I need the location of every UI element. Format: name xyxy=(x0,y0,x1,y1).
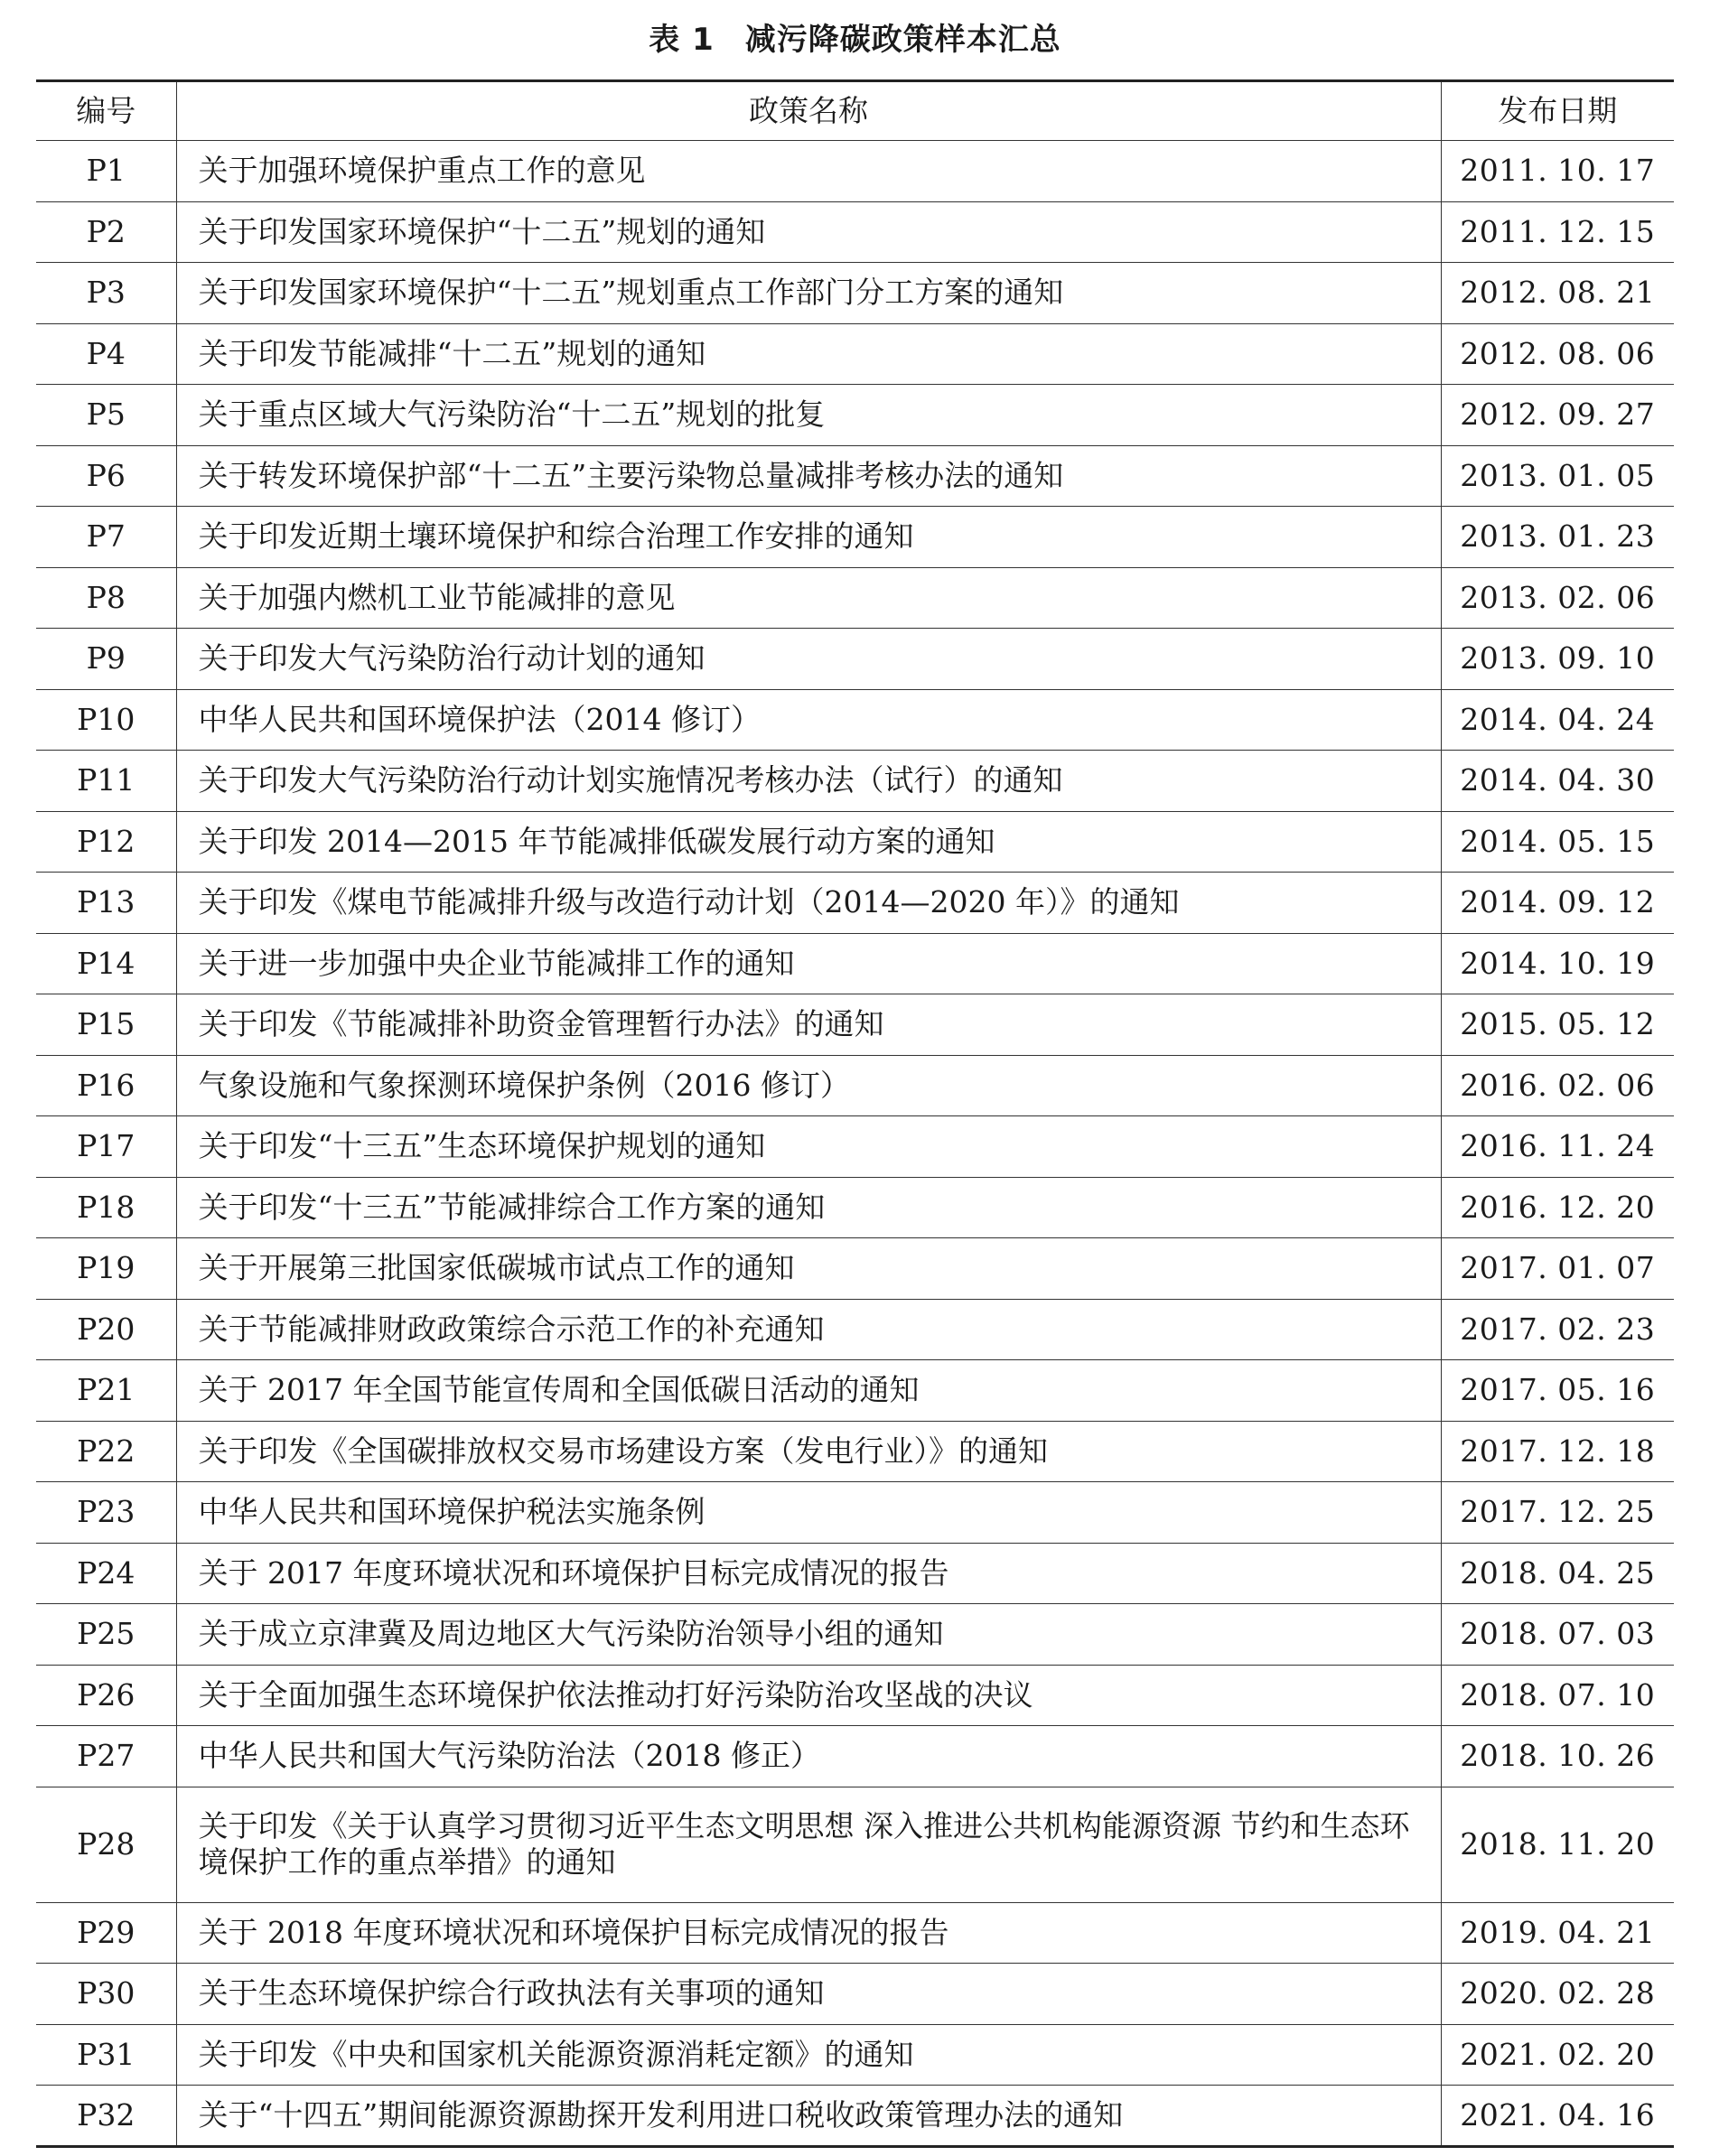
policy-id: P10 xyxy=(36,689,176,751)
policy-date: 2016. 11. 24 xyxy=(1441,1116,1674,1178)
policy-id: P22 xyxy=(36,1421,176,1482)
policy-name: 气象设施和气象探测环境保护条例（2016 修订） xyxy=(176,1055,1441,1116)
policy-date: 2013. 01. 23 xyxy=(1441,507,1674,568)
policy-table xyxy=(36,79,1674,2148)
policy-id: P23 xyxy=(36,1482,176,1544)
table-number: 表 1 xyxy=(649,22,715,58)
policy-name: 关于印发《全国碳排放权交易市场建设方案（发电行业）》的通知 xyxy=(176,1421,1441,1482)
table-row xyxy=(36,1360,1674,1422)
table-row xyxy=(36,1116,1674,1178)
policy-date: 2016. 02. 06 xyxy=(1441,1055,1674,1116)
policy-date: 2014. 05. 15 xyxy=(1441,811,1674,873)
policy-id: P1 xyxy=(36,141,176,202)
policy-date: 2011. 10. 17 xyxy=(1441,141,1674,202)
policy-date: 2017. 05. 16 xyxy=(1441,1360,1674,1422)
header-id: 编号 xyxy=(36,81,176,141)
policy-id: P28 xyxy=(36,1787,176,1902)
policy-name: 关于开展第三批国家低碳城市试点工作的通知 xyxy=(176,1238,1441,1300)
policy-date: 2013. 09. 10 xyxy=(1441,629,1674,690)
policy-id: P25 xyxy=(36,1604,176,1666)
policy-id: P27 xyxy=(36,1726,176,1787)
table-row xyxy=(36,1177,1674,1238)
policy-date: 2014. 09. 12 xyxy=(1441,873,1674,934)
policy-id: P12 xyxy=(36,811,176,873)
policy-name: 关于印发《节能减排补助资金管理暂行办法》的通知 xyxy=(176,994,1441,1056)
policy-date: 2014. 10. 19 xyxy=(1441,933,1674,994)
table-body xyxy=(36,141,1674,2147)
table-row xyxy=(36,1604,1674,1666)
policy-id: P26 xyxy=(36,1665,176,1726)
table-row xyxy=(36,567,1674,629)
policy-id: P13 xyxy=(36,873,176,934)
policy-name: 关于 2017 年全国节能宣传周和全国低碳日活动的通知 xyxy=(176,1360,1441,1422)
table-row xyxy=(36,1964,1674,2025)
policy-name: 关于节能减排财政政策综合示范工作的补充通知 xyxy=(176,1299,1441,1360)
policy-id: P4 xyxy=(36,323,176,385)
table-row xyxy=(36,1299,1674,1360)
policy-name: 关于加强内燃机工业节能减排的意见 xyxy=(176,567,1441,629)
table-row xyxy=(36,994,1674,1056)
policy-date: 2017. 12. 25 xyxy=(1441,1482,1674,1544)
policy-id: P8 xyxy=(36,567,176,629)
policy-date: 2015. 05. 12 xyxy=(1441,994,1674,1056)
table-row xyxy=(36,1787,1674,1902)
policy-name: 关于 2017 年度环境状况和环境保护目标完成情况的报告 xyxy=(176,1543,1441,1604)
policy-date: 2018. 11. 20 xyxy=(1441,1787,1674,1902)
table-row xyxy=(36,141,1674,202)
policy-date: 2017. 01. 07 xyxy=(1441,1238,1674,1300)
policy-date: 2014. 04. 30 xyxy=(1441,751,1674,812)
policy-name: 关于印发《煤电节能减排升级与改造行动计划（2014—2020 年）》的通知 xyxy=(176,873,1441,934)
table-row xyxy=(36,1055,1674,1116)
table-row xyxy=(36,1543,1674,1604)
policy-id: P29 xyxy=(36,1902,176,1964)
policy-name: 关于进一步加强中央企业节能减排工作的通知 xyxy=(176,933,1441,994)
policy-id: P31 xyxy=(36,2024,176,2086)
header-date: 发布日期 xyxy=(1441,81,1674,141)
policy-date: 2017. 12. 18 xyxy=(1441,1421,1674,1482)
policy-id: P2 xyxy=(36,201,176,263)
policy-id: P18 xyxy=(36,1177,176,1238)
policy-date: 2018. 04. 25 xyxy=(1441,1543,1674,1604)
policy-date: 2018. 10. 26 xyxy=(1441,1726,1674,1787)
table-row xyxy=(36,2086,1674,2147)
table-title: 减污降碳政策样本汇总 xyxy=(744,22,1061,58)
table-row xyxy=(36,507,1674,568)
policy-name: 关于重点区域大气污染防治“十二五”规划的批复 xyxy=(176,385,1441,446)
table-row xyxy=(36,385,1674,446)
policy-date: 2013. 02. 06 xyxy=(1441,567,1674,629)
table-row xyxy=(36,689,1674,751)
policy-name: 关于印发节能减排“十二五”规划的通知 xyxy=(176,323,1441,385)
policy-name: 关于成立京津冀及周边地区大气污染防治领导小组的通知 xyxy=(176,1604,1441,1666)
header-name: 政策名称 xyxy=(176,81,1441,141)
policy-name: 关于印发近期土壤环境保护和综合治理工作安排的通知 xyxy=(176,507,1441,568)
policy-date: 2013. 01. 05 xyxy=(1441,445,1674,507)
policy-id: P32 xyxy=(36,2086,176,2147)
policy-name: 关于印发国家环境保护“十二五”规划的通知 xyxy=(176,201,1441,263)
table-row xyxy=(36,1726,1674,1787)
policy-id: P17 xyxy=(36,1116,176,1178)
table-caption xyxy=(0,13,1710,67)
table-row xyxy=(36,873,1674,934)
policy-id: P11 xyxy=(36,751,176,812)
table-row xyxy=(36,263,1674,324)
table-row xyxy=(36,1902,1674,1964)
policy-id: P5 xyxy=(36,385,176,446)
policy-name: 中华人民共和国环境保护法（2014 修订） xyxy=(176,689,1441,751)
policy-date: 2012. 08. 21 xyxy=(1441,263,1674,324)
policy-name: 关于印发国家环境保护“十二五”规划重点工作部门分工方案的通知 xyxy=(176,263,1441,324)
policy-id: P6 xyxy=(36,445,176,507)
table-row xyxy=(36,1482,1674,1544)
table-row xyxy=(36,445,1674,507)
policy-id: P20 xyxy=(36,1299,176,1360)
policy-name: 关于“十四五”期间能源资源勘探开发利用进口税收政策管理办法的通知 xyxy=(176,2086,1441,2147)
policy-id: P9 xyxy=(36,629,176,690)
policy-date: 2012. 09. 27 xyxy=(1441,385,1674,446)
policy-id: P7 xyxy=(36,507,176,568)
table-header-row xyxy=(36,81,1674,141)
policy-date: 2017. 02. 23 xyxy=(1441,1299,1674,1360)
table-row xyxy=(36,323,1674,385)
policy-name: 关于 2018 年度环境状况和环境保护目标完成情况的报告 xyxy=(176,1902,1441,1964)
policy-date: 2012. 08. 06 xyxy=(1441,323,1674,385)
policy-id: P24 xyxy=(36,1543,176,1604)
table-row xyxy=(36,1238,1674,1300)
policy-name: 关于全面加强生态环境保护依法推动打好污染防治攻坚战的决议 xyxy=(176,1665,1441,1726)
policy-date: 2018. 07. 10 xyxy=(1441,1665,1674,1726)
policy-name: 中华人民共和国环境保护税法实施条例 xyxy=(176,1482,1441,1544)
table-row xyxy=(36,629,1674,690)
policy-id: P16 xyxy=(36,1055,176,1116)
policy-name: 关于印发大气污染防治行动计划实施情况考核办法（试行）的通知 xyxy=(176,751,1441,812)
table-row xyxy=(36,811,1674,873)
policy-id: P3 xyxy=(36,263,176,324)
policy-name: 关于生态环境保护综合行政执法有关事项的通知 xyxy=(176,1964,1441,2025)
policy-name: 关于印发《关于认真学习贯彻习近平生态文明思想 深入推进公共机构能源资源 节约和生态环境保护工作的重点举措》的通知 xyxy=(176,1787,1441,1902)
table-row xyxy=(36,201,1674,263)
policy-date: 2011. 12. 15 xyxy=(1441,201,1674,263)
policy-date: 2014. 04. 24 xyxy=(1441,689,1674,751)
policy-name: 关于印发 2014—2015 年节能减排低碳发展行动方案的通知 xyxy=(176,811,1441,873)
policy-id: P30 xyxy=(36,1964,176,2025)
policy-name: 关于印发“十三五”节能减排综合工作方案的通知 xyxy=(176,1177,1441,1238)
policy-date: 2019. 04. 21 xyxy=(1441,1902,1674,1964)
policy-name: 关于印发“十三五”生态环境保护规划的通知 xyxy=(176,1116,1441,1178)
policy-date: 2018. 07. 03 xyxy=(1441,1604,1674,1666)
table-row xyxy=(36,1421,1674,1482)
policy-name: 关于加强环境保护重点工作的意见 xyxy=(176,141,1441,202)
policy-id: P15 xyxy=(36,994,176,1056)
table-row xyxy=(36,2024,1674,2086)
policy-date: 2020. 02. 28 xyxy=(1441,1964,1674,2025)
policy-name: 关于印发大气污染防治行动计划的通知 xyxy=(176,629,1441,690)
policy-date: 2021. 02. 20 xyxy=(1441,2024,1674,2086)
table-row xyxy=(36,933,1674,994)
table-row xyxy=(36,1665,1674,1726)
policy-date: 2016. 12. 20 xyxy=(1441,1177,1674,1238)
policy-name: 关于印发《中央和国家机关能源资源消耗定额》的通知 xyxy=(176,2024,1441,2086)
table-row xyxy=(36,751,1674,812)
policy-date: 2021. 04. 16 xyxy=(1441,2086,1674,2147)
policy-id: P14 xyxy=(36,933,176,994)
policy-id: P21 xyxy=(36,1360,176,1422)
policy-id: P19 xyxy=(36,1238,176,1300)
policy-name: 中华人民共和国大气污染防治法（2018 修正） xyxy=(176,1726,1441,1787)
policy-name: 关于转发环境保护部“十二五”主要污染物总量减排考核办法的通知 xyxy=(176,445,1441,507)
